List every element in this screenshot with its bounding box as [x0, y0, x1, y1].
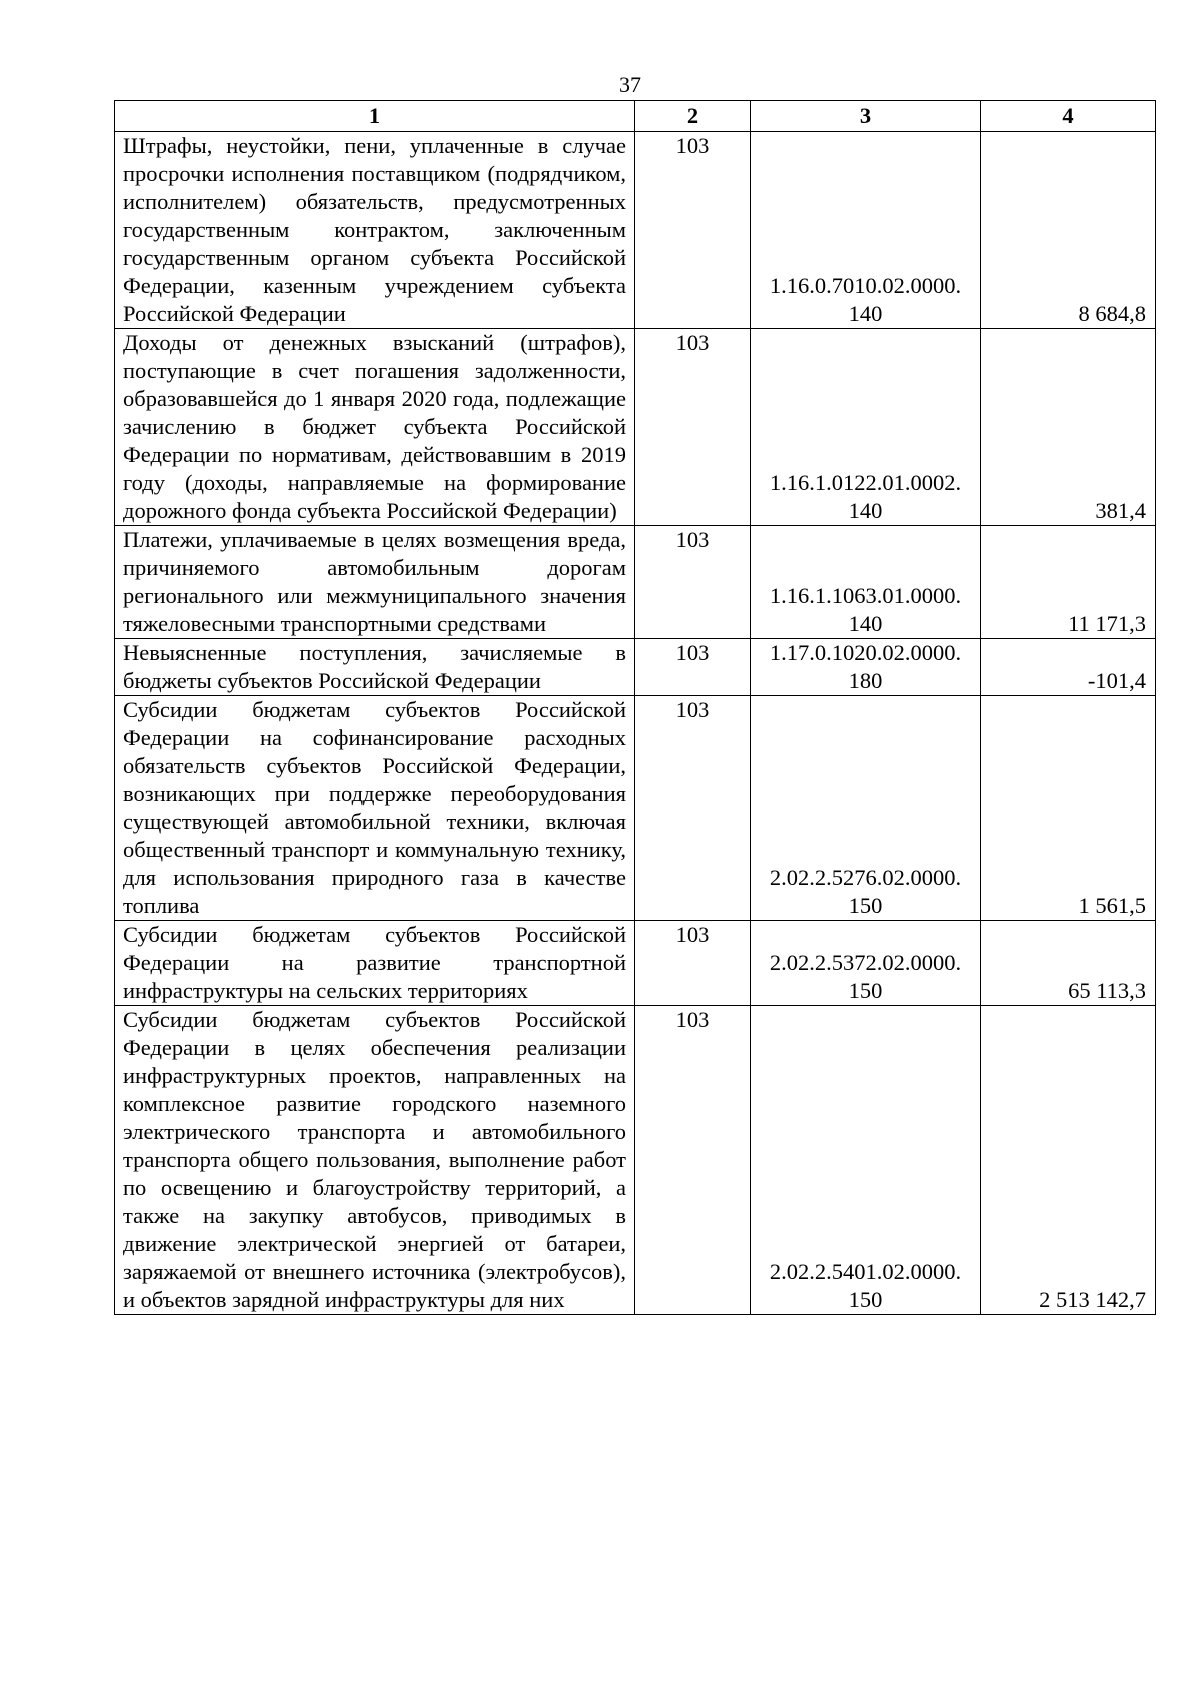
classification-code — [751, 864, 980, 920]
classification-code-line1: 1.17.0.1020.02.0000. — [769, 640, 962, 665]
amount-cell — [981, 696, 1156, 921]
admin-code-cell: 103 — [635, 526, 751, 639]
admin-code-cell: 103 — [635, 639, 751, 696]
table-row — [115, 639, 1156, 696]
admin-code-cell: 103 — [635, 1006, 751, 1315]
table-row — [115, 696, 1156, 921]
table-row — [115, 1006, 1156, 1315]
classification-code-line1: 1.16.0.7010.02.0000. — [769, 273, 962, 298]
column-header-3: 3 — [751, 101, 981, 132]
amount-value: 8 684,8 — [1078, 301, 1146, 326]
classification-code-line2: 140 — [848, 301, 883, 326]
amount-value: 1 561,5 — [1078, 893, 1146, 918]
column-header-4: 4 — [981, 101, 1156, 132]
classification-code-line2: 150 — [848, 978, 883, 1003]
classification-code-line1: 2.02.2.5372.02.0000. — [769, 950, 962, 975]
revenue-name-cell: Субсидии бюджетам субъектов Российской Федерации на развитие транспортной инфраструктуры на сельских территориях — [115, 921, 635, 1006]
classification-code-line1: 1.16.1.1063.01.0000. — [769, 583, 962, 608]
classification-code-line1: 2.02.2.5401.02.0000. — [769, 1259, 962, 1284]
admin-code-cell: 103 — [635, 132, 751, 329]
table-header-row — [115, 101, 1156, 132]
revenue-name-cell: Штрафы, неустойки, пени, уплаченные в случае просрочки исполнения поставщиком (подрядчиком, исполнителем) обязательств, предусмотренных государственным контрактом, заключенным государственным органом субъекта Российской Федерации, казенным учреждением субъекта Российской Федерации — [115, 132, 635, 329]
classification-code-line2: 140 — [848, 611, 883, 636]
amount-cell — [981, 1006, 1156, 1315]
amount-cell — [981, 639, 1156, 696]
table-row — [115, 329, 1156, 526]
column-header-1: 1 — [115, 101, 635, 132]
classification-code-cell — [751, 696, 981, 921]
amount-value: 2 513 142,7 — [1039, 1287, 1146, 1312]
revenue-name-cell: Субсидии бюджетам субъектов Российской Федерации на софинансирование расходных обязательств субъектов Российской Федерации, возникающих при поддержке переоборудования существующей автомобильной техники, включая общественный транспорт и коммунальную технику, для использования природного газа в качестве топлива — [115, 696, 635, 921]
classification-code-cell — [751, 132, 981, 329]
amount-cell — [981, 526, 1156, 639]
revenue-name-cell: Субсидии бюджетам субъектов Российской Федерации в целях обеспечения реализации инфраструктурных проектов, направленных на комплексное развитие городского наземного электрического транспорта и автомобильного транспорта общего пользования, выполнение работ по освещению и благоустройству территорий, а также на закупку автобусов, приводимых в движение электрической энергией от батареи, заряжаемой от внешнего источника (электробусов), и объектов зарядной инфраструктуры для них — [115, 1006, 635, 1315]
classification-code-cell — [751, 921, 981, 1006]
amount-value: 381,4 — [1095, 498, 1146, 523]
classification-code-line1: 2.02.2.5276.02.0000. — [769, 865, 962, 890]
table-row — [115, 132, 1156, 329]
revenue-name-cell: Невыясненные поступления, зачисляемые в бюджеты субъектов Российской Федерации — [115, 639, 635, 696]
revenue-name-cell: Платежи, уплачиваемые в целях возмещения вреда, причиняемого автомобильным дорогам регионального или межмуниципального значения тяжеловесными транспортными средствами — [115, 526, 635, 639]
page-number: 37 — [619, 72, 641, 97]
classification-code — [751, 469, 980, 525]
revenue-table — [114, 100, 1156, 1315]
table-row — [115, 526, 1156, 639]
amount-cell — [981, 921, 1156, 1006]
classification-code-line2: 150 — [848, 893, 883, 918]
classification-code — [751, 949, 980, 1005]
classification-code-line2: 180 — [848, 668, 883, 693]
classification-code-cell — [751, 1006, 981, 1315]
classification-code-cell — [751, 526, 981, 639]
amount-value: -101,4 — [1087, 668, 1146, 693]
admin-code-cell: 103 — [635, 696, 751, 921]
classification-code — [751, 639, 980, 695]
classification-code — [751, 582, 980, 638]
amount-cell — [981, 132, 1156, 329]
classification-code-line2: 150 — [848, 1287, 883, 1312]
classification-code-cell — [751, 639, 981, 696]
amount-cell — [981, 329, 1156, 526]
admin-code-cell: 103 — [635, 329, 751, 526]
column-header-2: 2 — [635, 101, 751, 132]
admin-code-cell: 103 — [635, 921, 751, 1006]
table-row — [115, 921, 1156, 1006]
classification-code — [751, 272, 980, 328]
classification-code — [751, 1258, 980, 1314]
classification-code-cell — [751, 329, 981, 526]
classification-code-line1: 1.16.1.0122.01.0002. — [769, 470, 962, 495]
amount-value: 11 171,3 — [1068, 611, 1146, 636]
classification-code-line2: 140 — [848, 498, 883, 523]
revenue-name-cell: Доходы от денежных взысканий (штрафов), поступающие в счет погашения задолженности, образовавшейся до 1 января 2020 года, подлежащие зачислению в бюджет субъекта Российской Федерации по нормативам, действовавшим в 2019 году (доходы, направляемые на формирование дорожного фонда субъекта Российской Федерации) — [115, 329, 635, 526]
amount-value: 65 113,3 — [1068, 978, 1146, 1003]
